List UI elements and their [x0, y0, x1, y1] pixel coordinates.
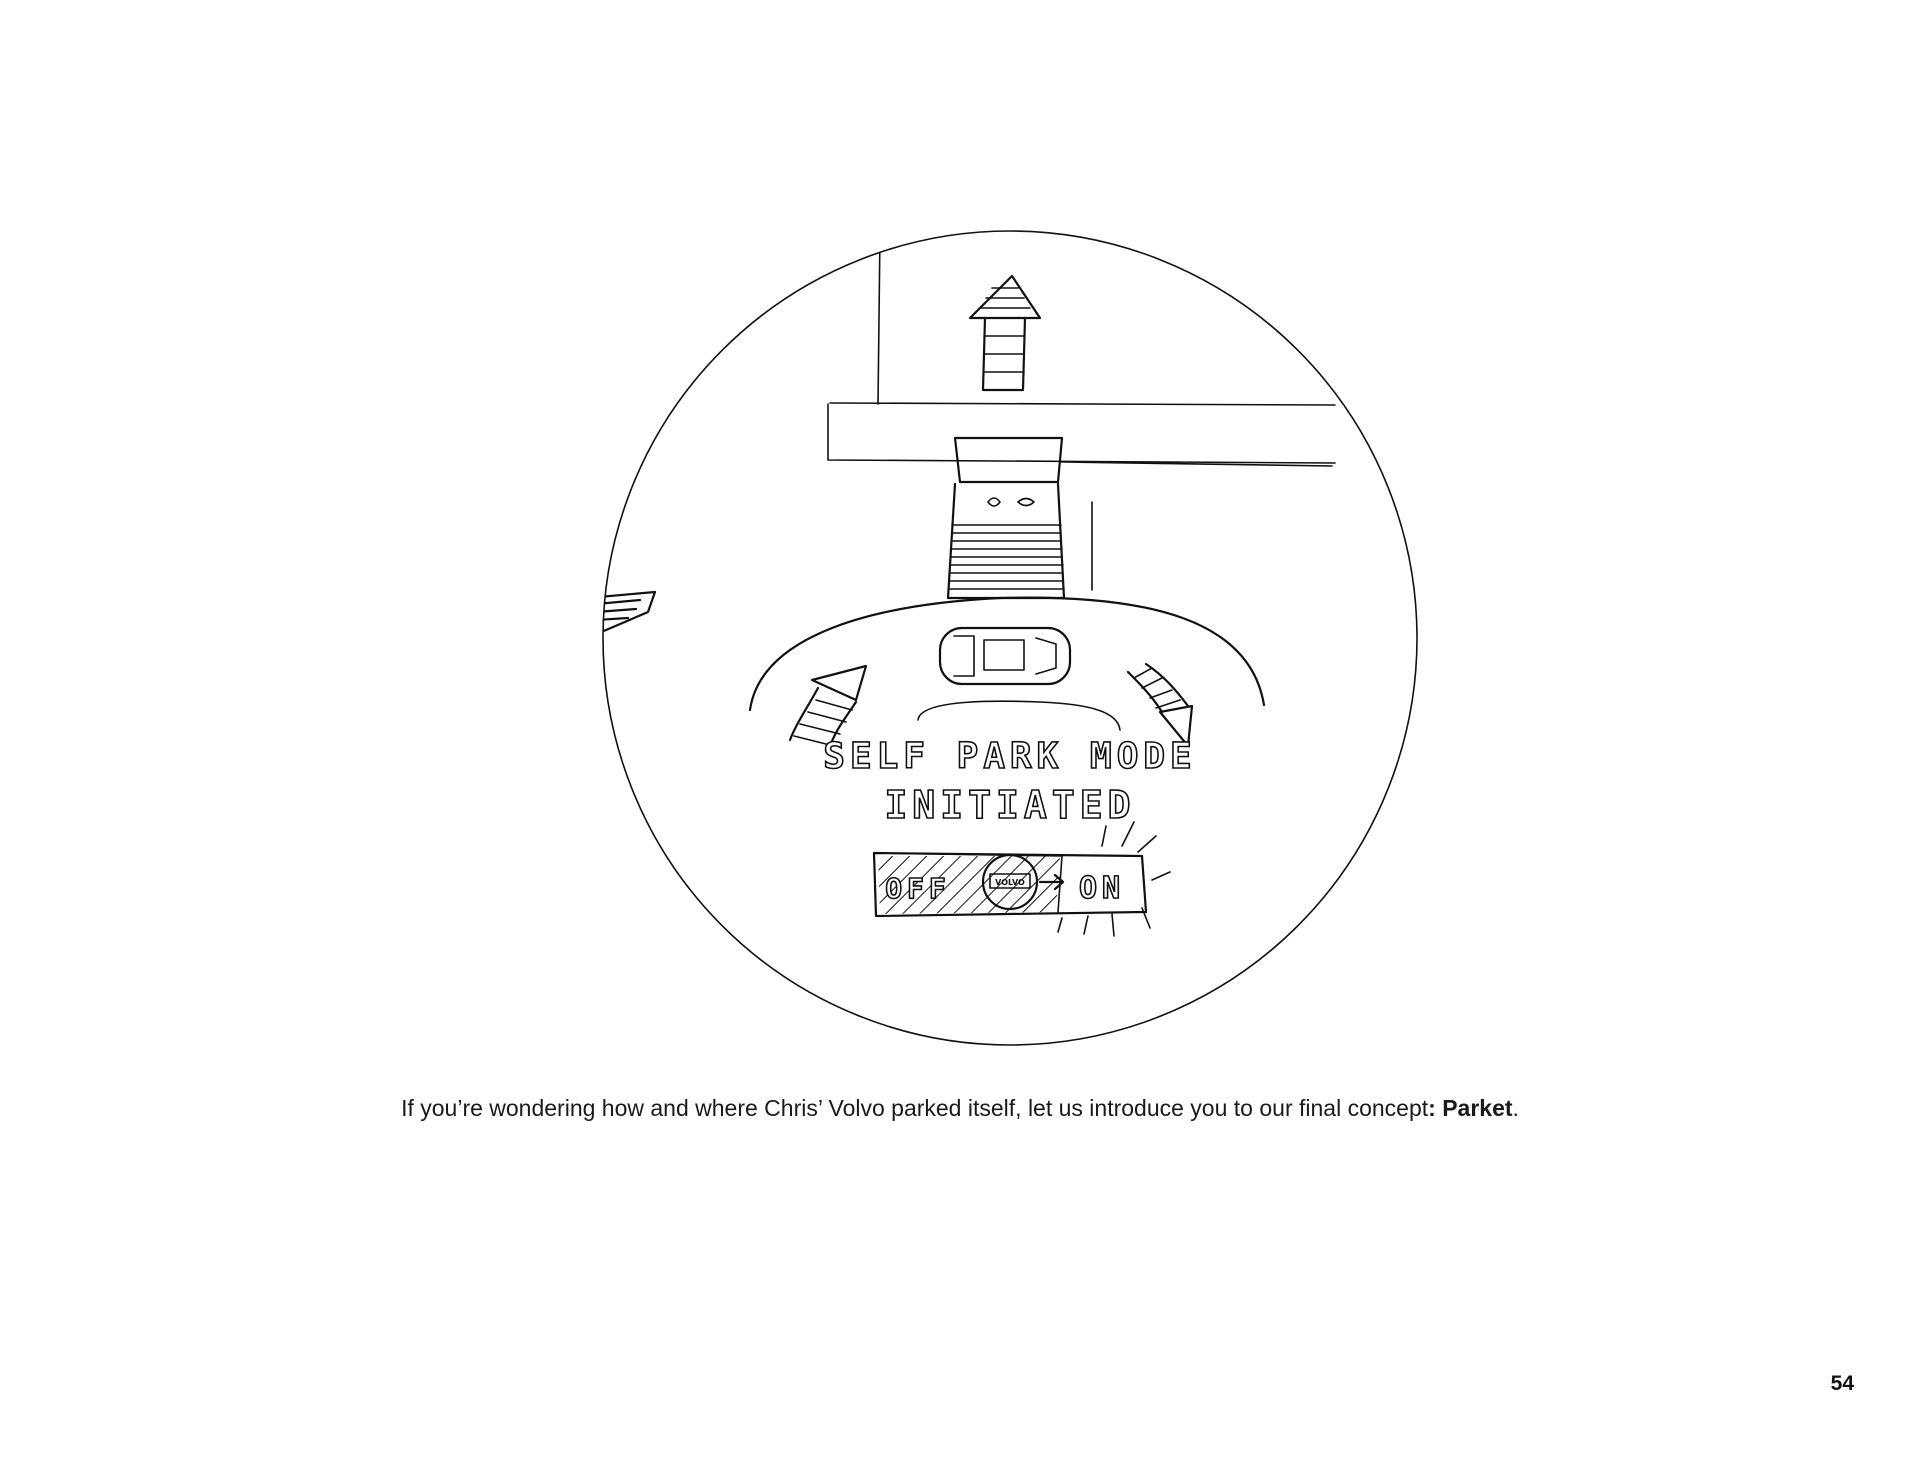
caption-period: . — [1512, 1095, 1519, 1121]
building-wall — [828, 232, 1335, 590]
screen-text-line2: INITIATED — [884, 783, 1136, 827]
caption-colon: : — [1428, 1095, 1436, 1121]
turntable-mound — [750, 598, 1264, 710]
screen-text-line1: SELF PARK MODE — [823, 736, 1197, 777]
self-park-toggle-switch — [874, 822, 1170, 936]
inner-track — [918, 701, 1120, 730]
frame-circle — [603, 231, 1417, 1045]
garage-entrance — [955, 438, 1062, 482]
right-curved-arrow-icon — [1128, 664, 1192, 746]
switch-off-label: OFF — [885, 872, 951, 905]
caption — [0, 1095, 1920, 1122]
page-number: 54 — [1830, 1372, 1854, 1395]
entrance-ramp — [948, 484, 1064, 598]
concept-name: Parket — [1435, 1095, 1513, 1121]
car-icon — [940, 628, 1070, 684]
volvo-logo-text: VOLVO — [995, 878, 1025, 887]
left-ramp — [588, 592, 655, 636]
switch-on-label: ON — [1078, 871, 1126, 906]
up-arrow-icon — [970, 276, 1040, 390]
caption-text: If you’re wondering how and where Chris’ Volvo parked itself, let us introduce you to our final concept — [401, 1095, 1429, 1121]
